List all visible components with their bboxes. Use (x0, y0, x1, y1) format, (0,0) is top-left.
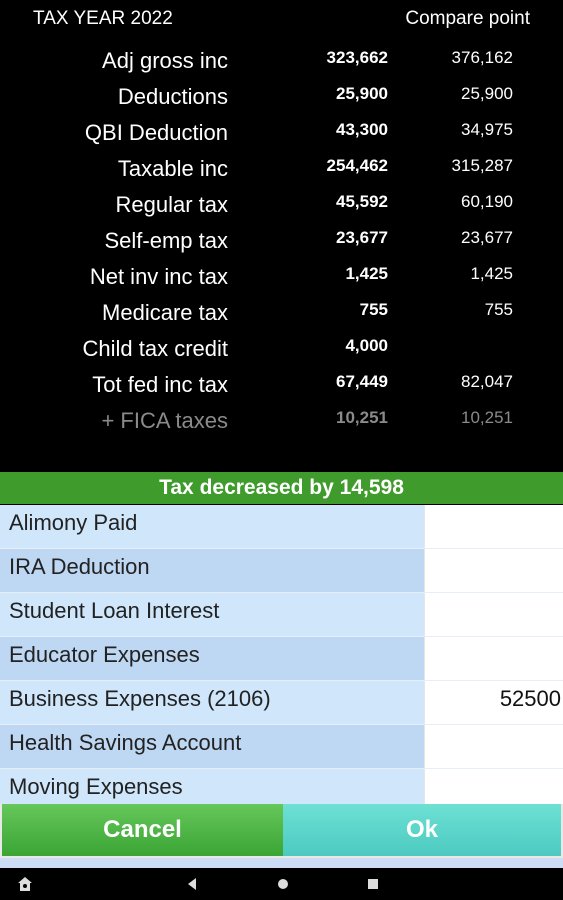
recents-icon[interactable] (365, 876, 381, 897)
adjustment-row-student-loan-interest[interactable] (0, 593, 563, 637)
adjustment-value-field[interactable] (424, 593, 563, 636)
summary-row-adj-gross-inc (0, 48, 563, 84)
compare-point-label: Compare point (405, 8, 530, 29)
summary-row-deductions (0, 84, 563, 120)
adjustment-row-ira-deduction[interactable] (0, 549, 563, 593)
summary-compare-value: 82,047 (461, 372, 513, 391)
adjustment-value-field[interactable]: 52500 (424, 681, 563, 724)
summary-row-child-tax-credit (0, 336, 563, 372)
summary-current-value: 10,251 (336, 408, 388, 427)
adjustment-label: Business Expenses (2106) (0, 681, 424, 724)
home-icon[interactable] (17, 876, 33, 897)
dialog-button-bar (0, 804, 563, 858)
summary-current-value: 43,300 (336, 120, 388, 139)
system-nav-bar (0, 868, 563, 900)
summary-compare-value: 1,425 (470, 264, 513, 283)
summary-label: Taxable inc (117, 156, 228, 181)
adjustments-list[interactable] (0, 505, 563, 804)
summary-label: Net inv inc tax (89, 264, 228, 289)
ok-button[interactable]: Ok (283, 804, 561, 856)
summary-label: QBI Deduction (84, 120, 228, 145)
adjustment-row-alimony-paid[interactable] (0, 505, 563, 549)
home-circle-icon[interactable] (275, 876, 291, 897)
summary-compare-value: 34,975 (461, 120, 513, 139)
summary-row-taxable-inc (0, 156, 563, 192)
tax-change-banner: Tax decreased by 14,598 (0, 472, 563, 504)
summary-compare-value: 315,287 (451, 156, 513, 175)
adjustment-label: Moving Expenses (0, 769, 424, 804)
adjustment-label: Health Savings Account (0, 725, 424, 768)
bottom-strip (0, 858, 563, 868)
summary-current-value: 45,592 (336, 192, 388, 211)
summary-row-medicare-tax (0, 300, 563, 336)
adjustment-row-business-expenses[interactable] (0, 681, 563, 725)
summary-label: Self-emp tax (104, 228, 228, 253)
summary-current-value: 755 (359, 300, 388, 319)
adjustment-label: IRA Deduction (0, 549, 424, 592)
summary-row-fica-taxes[interactable] (0, 408, 563, 444)
summary-row-tot-fed-inc-tax (0, 372, 563, 408)
summary-label: Child tax credit (82, 336, 228, 361)
summary-current-value: 23,677 (336, 228, 388, 247)
summary-label: Medicare tax (102, 300, 228, 325)
adjustment-value-field[interactable] (424, 769, 563, 804)
adjustment-value-field[interactable] (424, 549, 563, 592)
summary-row-self-emp-tax (0, 228, 563, 264)
adjustment-label: Educator Expenses (0, 637, 424, 680)
summary-label: Tot fed inc tax (92, 372, 228, 397)
summary-current-value: 25,900 (336, 84, 388, 103)
summary-current-value: 323,662 (326, 48, 388, 67)
adjustment-value-field[interactable] (424, 505, 563, 548)
summary-label: Adj gross inc (102, 48, 228, 73)
adjustment-row-health-savings-account[interactable] (0, 725, 563, 769)
back-icon[interactable] (185, 876, 199, 897)
summary-label: Deductions (117, 84, 228, 109)
summary-compare-value: 60,190 (461, 192, 513, 211)
adjustment-label: Student Loan Interest (0, 593, 424, 636)
summary-compare-value: 376,162 (451, 48, 513, 67)
summary-label: + FICA taxes (101, 408, 228, 433)
adjustment-row-educator-expenses[interactable] (0, 637, 563, 681)
summary-compare-value: 25,900 (461, 84, 513, 103)
summary-row-net-inv-inc-tax (0, 264, 563, 300)
summary-row-qbi-deduction (0, 120, 563, 156)
tax-year-label: TAX YEAR 2022 (33, 8, 173, 29)
summary-compare-value: 10,251 (461, 408, 513, 427)
cancel-button[interactable]: Cancel (2, 804, 283, 856)
adjustment-row-moving-expenses[interactable] (0, 769, 563, 804)
summary-current-value: 1,425 (345, 264, 388, 283)
summary-current-value: 4,000 (345, 336, 388, 355)
adjustment-value-field[interactable] (424, 725, 563, 768)
summary-compare-value: 755 (484, 300, 513, 319)
adjustment-label: Alimony Paid (0, 505, 424, 548)
summary-current-value: 254,462 (326, 156, 388, 175)
adjustment-value-field[interactable] (424, 637, 563, 680)
summary-current-value: 67,449 (336, 372, 388, 391)
summary-label: Regular tax (115, 192, 228, 217)
summary-row-regular-tax (0, 192, 563, 228)
summary-compare-value: 23,677 (461, 228, 513, 247)
